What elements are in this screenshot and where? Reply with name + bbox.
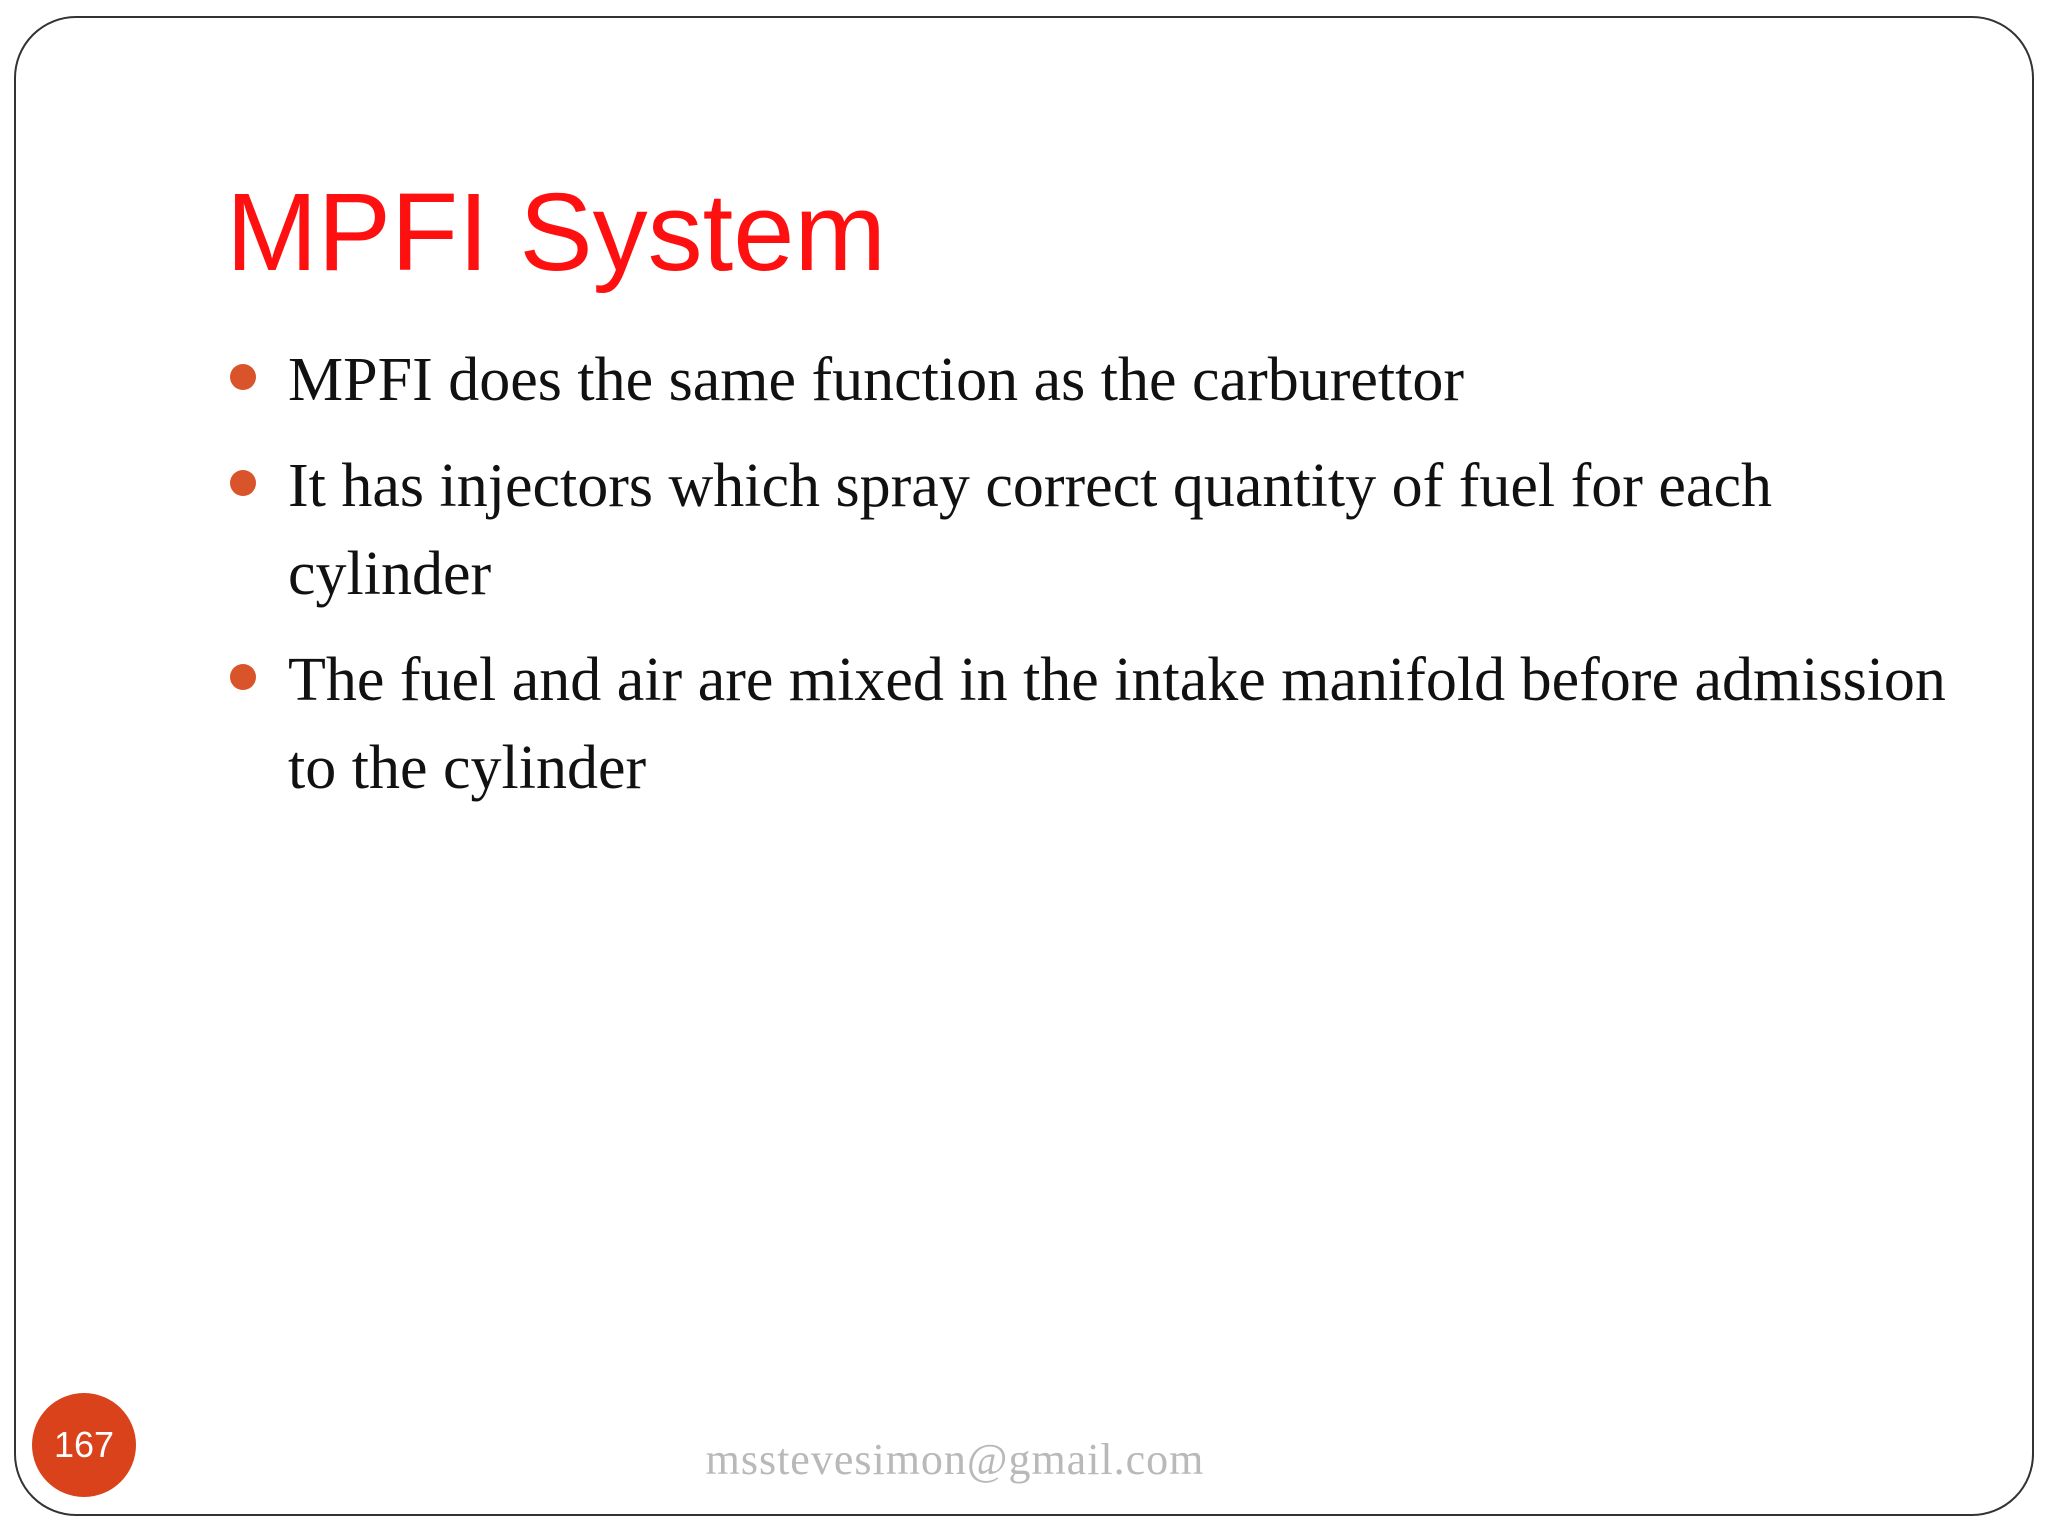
slide-title: MPFI System [226, 171, 887, 294]
bullet-dot-icon [230, 470, 256, 496]
bullet-item [228, 442, 1948, 618]
bullet-text: MPFI does the same function as the carburettor [288, 346, 1464, 414]
bullet-text: The fuel and air are mixed in the intake manifold before admission to the cylinder [288, 646, 1946, 802]
bullet-item [228, 336, 1948, 424]
bullet-text: It has injectors which spray correct quantity of fuel for each cylinder [288, 452, 1772, 608]
bullet-dot-icon [230, 364, 256, 390]
footer-email: msstevesimon@gmail.com [705, 1435, 1205, 1484]
bullet-item [228, 636, 1948, 812]
bullet-dot-icon [230, 664, 256, 690]
bullet-list [228, 336, 1948, 830]
page-number-badge: 167 [32, 1393, 136, 1497]
